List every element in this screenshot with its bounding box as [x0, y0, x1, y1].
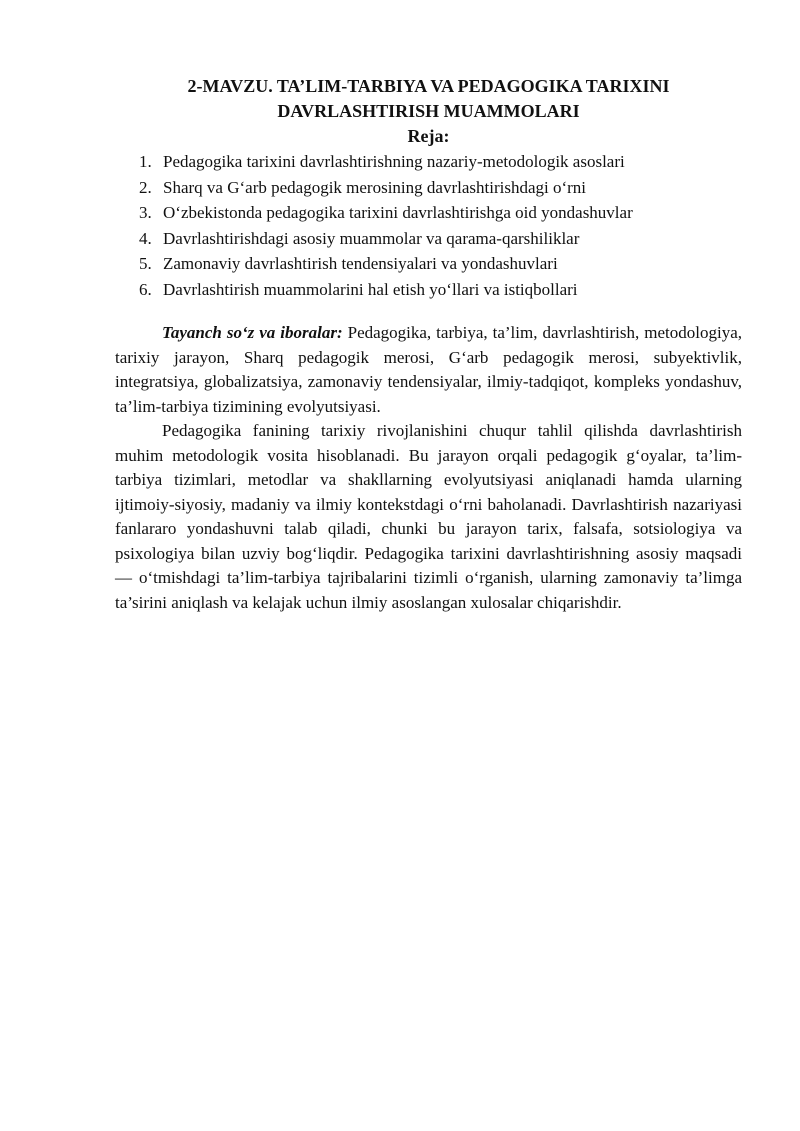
plan-item-text: Davrlashtirish muammolarini hal etish yo‘llari va istiqbollari	[163, 279, 578, 299]
keywords-paragraph	[115, 321, 742, 419]
plan-item-number: 3.	[139, 203, 152, 222]
plan-item-number: 2.	[139, 177, 152, 197]
plan-item-number: 5.	[139, 254, 152, 273]
plan-item-number: 4.	[139, 228, 152, 248]
plan-item-text: Zamonaviy davrlashtirish tendensiyalari va yondashuvlari	[163, 254, 558, 273]
document-page	[115, 74, 742, 615]
plan-item-text: Pedagogika tarixini davrlashtirishning nazariy-metodologik asoslari	[163, 152, 625, 171]
plan-heading: Reja:	[407, 126, 450, 146]
plan-item	[115, 251, 742, 277]
plan-item-text: O‘zbekistonda pedagogika tarixini davrlashtirishga oid yondashuvlar	[163, 203, 633, 222]
plan-item	[115, 175, 742, 201]
plan-item	[115, 277, 742, 303]
plan-item-text: Sharq va G‘arb pedagogik merosining davrlashtirishdagi o‘rni	[163, 177, 587, 197]
document-title: 2-MAVZU. TA’LIM-TARBIYA VA PEDAGOGIKA TARIXINI DAVRLASHTIRISH MUAMMOLARI	[187, 76, 670, 121]
plan-item-text: Davrlashtirishdagi asosiy muammolar va qarama-qarshiliklar	[163, 228, 580, 248]
plan-item	[115, 200, 742, 226]
plan-item	[115, 149, 742, 175]
keywords-label: Tayanch so‘z va iboralar:	[162, 323, 343, 342]
body-paragraph: Pedagogika fanining tarixiy rivojlanishini chuqur tahlil qilishda davrlashtirish muhim metodologik vosita hisoblanadi. Bu jarayon orqali pedagogik g‘oyalar, ta’lim-tarbiya tizimlari, metodlar va shakllarning evolyutsiyasi aniqlanadi hamda ularning ijtimoiy-siyosiy, madaniy va ilmiy kontekstdagi o‘rni baholanadi. Davrlashtirish nazariyasi fanlararo yondashuvni talab qiladi, chunki bu jarayon tarix, falsafa, sotsiologiya va psixologiya bilan uzviy bog‘liqdir. Pedagogika tarixini davrlashtirishning asosiy maqsadi — o‘tmishdagi ta’lim-tarbiya tajribalarini tizimli o‘rganish, ularning zamonaviy ta’limga ta’sirini aniqlash va kelajak uchun ilmiy asoslangan xulosalar chiqarishdir.	[115, 421, 742, 612]
plan-list	[115, 149, 742, 302]
plan-item-number: 1.	[139, 152, 152, 171]
keywords-text: Pedagogika, tarbiya, ta’lim, davrlashtirish, metodologiya, tarixiy jarayon, Sharq pedagogik merosi, G‘arb pedagogik merosi, subyektivlik, integratsiya, globalizatsiya, zamonaviy tendensiyalar, ilmiy-tadqiqot, kompleks yondashuv, ta’lim-tarbiya tizimining evolyutsiyasi.	[115, 323, 742, 416]
plan-item-number: 6.	[139, 279, 152, 299]
plan-item	[115, 226, 742, 252]
